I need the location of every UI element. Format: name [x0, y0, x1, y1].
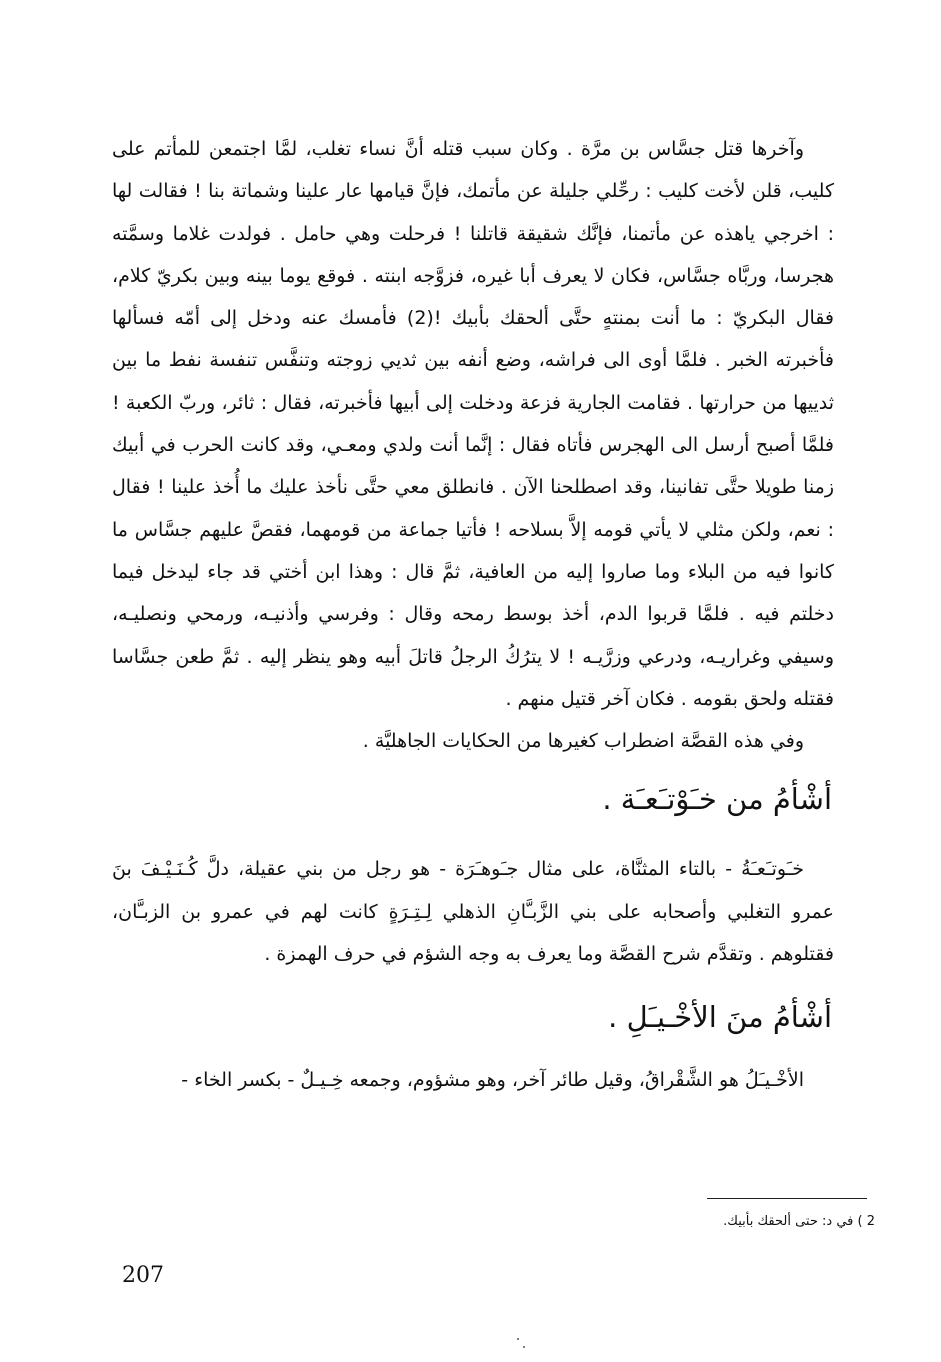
proverb-heading-1: أشْأمُ من خـَوْتـَعـَة . [602, 782, 832, 817]
footnote-divider [707, 1198, 867, 1199]
proverb-heading-2: أشْأمُ منَ الأخْـيـَلِ . [608, 1000, 832, 1035]
footnote: 2 ) في د: حتى ألحقك بأبيك. [723, 1214, 875, 1229]
paragraph-story: وآخرها قتل جسَّاس بن مرَّة . وكان سبب قتله أنَّ نساء تغلب، لمَّا اجتمعن للمأتم على كليب، قلن لأخت كليب : رحِّلي جليلة عن مأتمك، فإنَّ قيامها عار علينا وشماتة بنا ! فقالت لها : اخرجي ياهذه عن مأتمنا، فإنَّك شقيقة قاتلنا ! فرحلت وهي حامل . فولدت غلاما وسمَّته هجرسا، وربَّاه جسَّاس، فكان لا يعرف أبا غيره، فزوَّجه ابنته . فوقع يوما بينه وبين بكريّ كلام، فقال البكريّ : ما أنت بمنتهٍ حتَّى ألحقك بأبيك !(2) فأمسك عنه ودخل إلى أمّه فسألها فأخبرته الخبر . فلمَّا أوى الى فراشه، وضع أنفه بين ثديي زوجته وتنفَّس تنفسة نفط ما بين ثدييها من حرارتها . فقامت الجارية فزعة ودخلت إلى أبيها فأخبرته، فقال : ثائر، وربّ الكعبة ! فلمَّا أصبح أرسل الى الهجرس فأتاه فقال : إنَّما أنت ولدي ومعـي، وقد كانت الحرب في أبيك زمنا طويلا حتَّى تفانينا، وقد اصطلحنا الآن . فانطلق معي حتَّى نأخذ عليك ما أُخذ علينا ! فقال : نعم، ولكن مثلي لا يأتي قومه إلاَّ بسلاحه ! فأتيا جماعة من قومهما، فقصَّ عليهم جسَّاس ما كانوا فيه من البلاء وما صاروا إليه من العافية، ثمَّ قال : وهذا ابن أختي قد جاء ليدخل فيما دخلتم فيه . فلمَّا قربوا الدم، أخذ بوسط رمحه وقال : وفرسي وأذنيـه، ورمحي ونصليـه، وسيفي وغراريـه، ودرعي وزرَّيـه ! لا يترُكُ الرجلُ قاتلَ أبيه وهو ينظر إليه . ثمَّ طعن جسَّاسا فقتله ولحق بقومه . فكان آخر قتيل منهم . [112, 138, 834, 710]
paragraph-akhyal: الأخْـيـَلُ هو الشَّقْراقُ، وقيل طائر آخر، وهو مشؤوم، وجمعه خِـيـلٌ - بكسر الخاء - [181, 1069, 804, 1092]
scan-speck [523, 1346, 525, 1348]
paragraph-khawtaa: خـَوتـَعـَةُ - بالتاء المثنَّاة، على مثال جـَوهـَرَة - هو رجل من بني عقيلة، دلَّ كُـنَـيْـفَ بنَ عمرو التغلبي وأصحابه على بني الزَّبـَّانِ الذهلي لِـتِـرَةٍ كانت لهم في عمرو بن الزبـَّان، فقتلوهم . وتقدَّم شرح القصَّة وما يعرف به وجه الشؤم في حرف الهمزة . [112, 858, 834, 966]
paragraph-comment: وفي هذه القصَّة اضطراب كغيرها من الحكايات الجاهليَّة . [362, 730, 804, 753]
main-text [112, 128, 834, 1102]
page-number: 207 [122, 1263, 164, 1288]
scan-speck [517, 1338, 519, 1340]
